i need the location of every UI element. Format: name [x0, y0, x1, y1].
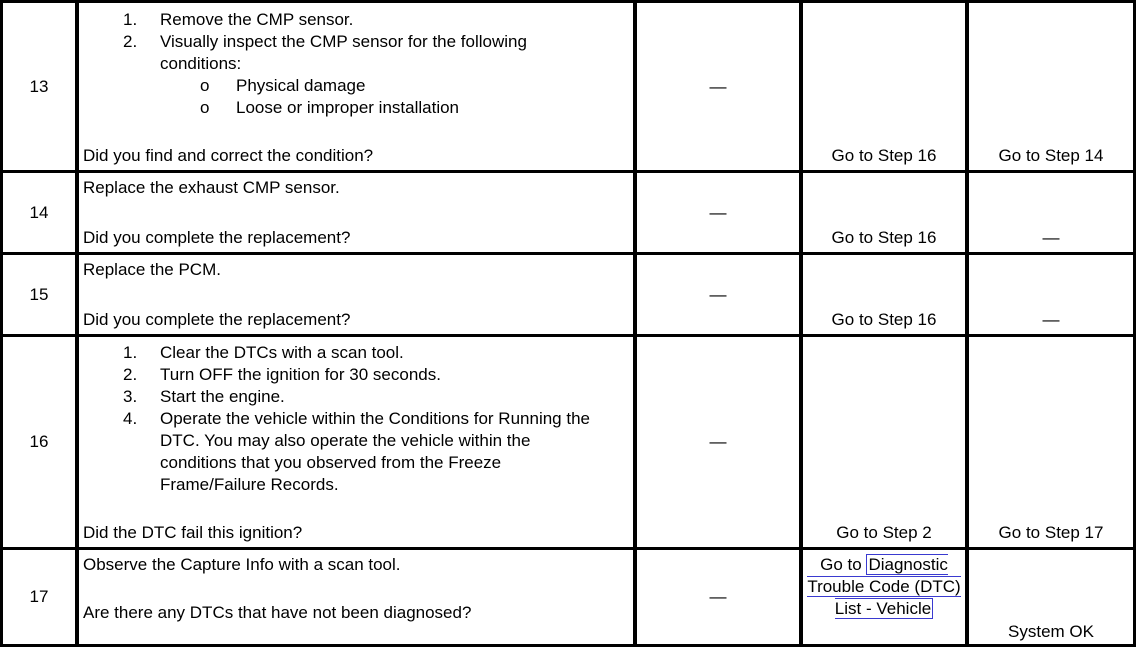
condition-list: [83, 75, 629, 119]
value-text: —: [709, 432, 727, 451]
table-row-step-13: [0, 0, 1137, 173]
yes-text: [803, 554, 965, 620]
action-cell: [76, 0, 636, 173]
no-cell: [966, 547, 1136, 647]
step-cell: [0, 334, 78, 550]
question-text: Did you find and correct the condition?: [83, 146, 374, 165]
no-cell: [966, 334, 1136, 550]
go-to-prefix: Go to: [820, 555, 862, 574]
step-number: 16: [29, 432, 49, 451]
yes-cell: [800, 334, 968, 550]
action-list: [83, 9, 629, 75]
table-row-step-14: [0, 170, 1137, 255]
no-text: System OK: [1008, 622, 1094, 641]
step-number: 17: [29, 587, 49, 606]
value-cell: [634, 334, 802, 550]
yes-cell: [800, 170, 968, 255]
step-cell: [0, 0, 78, 173]
no-text: Go to Step 17: [998, 523, 1104, 542]
question-text: Did you complete the replacement?: [83, 228, 351, 247]
step-number: 14: [29, 202, 49, 222]
action-cell: [76, 334, 636, 550]
value-text: —: [709, 284, 727, 304]
step-cell: [0, 252, 78, 337]
step-number: 15: [29, 284, 49, 304]
yes-cell: [800, 0, 968, 173]
action-list: [83, 342, 629, 496]
action-cell: [76, 170, 636, 255]
question-text: Did the DTC fail this ignition?: [83, 523, 303, 542]
yes-text: Go to Step 16: [831, 310, 937, 329]
table-row-step-16: [0, 334, 1137, 550]
step-cell: [0, 547, 78, 647]
list-item: o Physical damage: [200, 76, 366, 95]
value-text: —: [709, 202, 727, 222]
question-text: Are there any DTCs that have not been diagnosed?: [83, 603, 472, 622]
list-item: 2. Turn OFF the ignition for 30 seconds.: [123, 365, 441, 384]
list-item: 4. Operate the vehicle within the Conditions for Running the DTC. You may also operate the vehicle within the conditions that you observed from the Freeze Frame/Failure Records.: [123, 409, 590, 494]
yes-text: Go to Step 16: [831, 146, 937, 165]
dtc-list-link[interactable]: Diagnostic Trouble Code (DTC) List - Vehicle: [807, 555, 961, 618]
no-cell: [966, 0, 1136, 173]
no-text: Go to Step 14: [998, 146, 1104, 165]
list-item: o Loose or improper installation: [200, 98, 460, 117]
no-cell: [966, 170, 1136, 255]
list-item: 1. Clear the DTCs with a scan tool.: [123, 343, 404, 362]
action-cell: [76, 547, 636, 647]
action-cell: [76, 252, 636, 337]
value-cell: [634, 547, 802, 647]
yes-text: Go to Step 2: [836, 523, 932, 542]
value-cell: [634, 252, 802, 337]
yes-cell: [800, 252, 968, 337]
yes-text: Go to Step 16: [831, 228, 937, 247]
table-row-step-15: [0, 252, 1137, 337]
action-text: Observe the Capture Info with a scan tool.: [83, 555, 401, 574]
no-cell: [966, 252, 1136, 337]
step-cell: [0, 170, 78, 255]
table-row-step-17: [0, 547, 1137, 647]
no-text: —: [1042, 310, 1060, 329]
list-item: 3. Start the engine.: [123, 387, 285, 406]
action-text: Replace the exhaust CMP sensor.: [83, 178, 340, 197]
no-text: —: [1042, 228, 1060, 247]
value-cell: [634, 0, 802, 173]
list-item: 1. Remove the CMP sensor.: [123, 10, 354, 29]
value-text: —: [709, 76, 727, 96]
yes-cell: [800, 547, 968, 647]
action-text: Replace the PCM.: [83, 260, 221, 279]
value-text: —: [709, 587, 727, 606]
value-cell: [634, 170, 802, 255]
list-item: 2. Visually inspect the CMP sensor for the following conditions:: [123, 32, 527, 73]
question-text: Did you complete the replacement?: [83, 310, 351, 329]
step-number: 13: [29, 76, 49, 96]
